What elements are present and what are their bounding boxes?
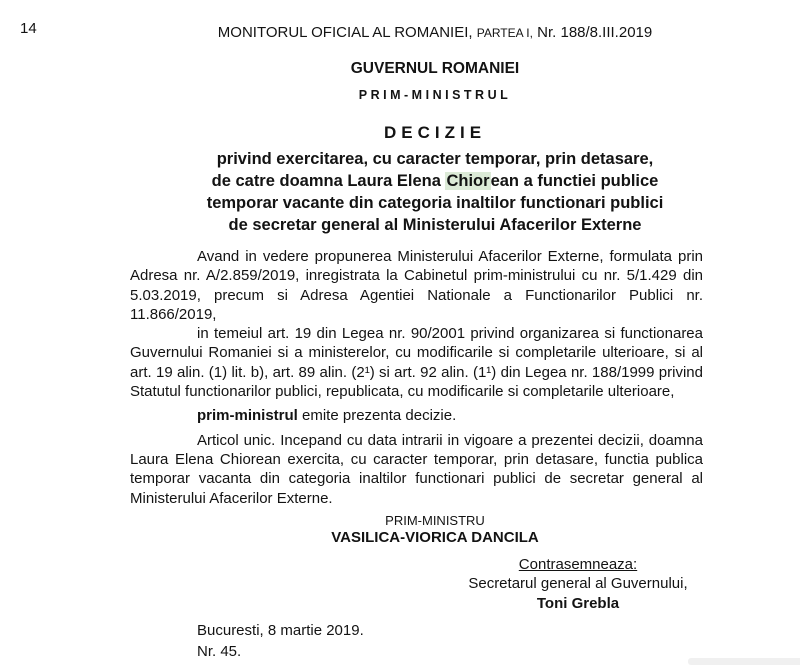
preamble-paragraph-1: Avand in vedere propunerea Ministerului Afacerilor Externe, formulata prin Adresa nr. A/2.859/2019, inregistrata la Cabinetul prim-ministrului cu nr. 5/1.429 din 5.03.2019, precum si Adresa Agentiei Nationale a Functionarilor Publici nr. 11.866/2019, (130, 248, 703, 323)
enactment-line (130, 406, 703, 425)
decision-type-heading: DECIZIE (383, 123, 487, 142)
search-highlight: Chior (446, 172, 490, 190)
decision-title-line-1: privind exercitarea, cu caracter temporar, prin detasare, (216, 150, 654, 168)
countersign-name: Toni Grebla (536, 594, 620, 612)
countersign-role: Secretarul general al Guvernului, (468, 575, 688, 593)
gazette-header (130, 0, 740, 41)
title-line2-post: ean a functiei publice (490, 172, 659, 190)
journal-name: MONITORUL OFICIAL AL ROMANIEI, (217, 24, 473, 41)
signature-name: VASILICA-VIORICA DANCILA (331, 528, 539, 546)
gazette-issue-number: Nr. 188/8.III.2019 (537, 24, 653, 41)
decision-title-line-2 (130, 170, 740, 192)
gazette-part-label: PARTEA I, (476, 26, 533, 40)
article-paragraph (130, 431, 703, 508)
enactment-issuer: prim-ministrul (197, 407, 298, 425)
prime-minister-office-label: PRIM-MINISTRUL (358, 88, 512, 102)
decision-title-line-3: temporar vacante din categoria inaltilor functionari publici (206, 194, 664, 212)
enactment-text: emite prezenta decizie. (302, 407, 457, 425)
countersign-label: Contrasemneaza: (518, 555, 638, 573)
countersign-block (428, 555, 728, 614)
footer-place-date: Bucuresti, 8 martie 2019. (197, 622, 364, 640)
footer-block (197, 621, 800, 662)
article-label: Articol unic. (197, 431, 276, 449)
horizontal-scrollbar-thumb[interactable] (688, 658, 800, 665)
signature-title: PRIM-MINISTRU (385, 512, 485, 528)
page-number: 14 (20, 20, 37, 37)
decision-title-line-4: de secretar general al Ministerului Afacerilor Externe (228, 216, 642, 234)
title-line2-pre: de catre doamna Laura Elena (211, 172, 446, 190)
footer-decision-number: Nr. 45. (197, 642, 242, 660)
government-label: GUVERNUL ROMANIEI (350, 60, 520, 77)
signature-block (130, 513, 740, 547)
decision-title (130, 148, 740, 236)
preamble-paragraph-2: in temeiul art. 19 din Legea nr. 90/2001 privind organizarea si functionarea Guvernului Romaniei si a ministerelor, cu modificarile si completarile ulterioare, si al art. 19 alin. (1) lit. b), art. 89 alin. (2¹) si art. 92 alin. (1¹) din Legea nr. 188/1999 privind Statutul functionarilor publici, republicata, cu modificarile si completarile ulterioare, (130, 325, 703, 401)
article-text: Incepand cu data intrarii in vigoare a prezentei decizii, doamna Laura Elena Chiorean exercita, cu caracter temporar, prin detasare, functia publica temporar vacanta din categoria inaltilor functionari publici de secretar general al Ministerului Afacerilor Externe. (130, 431, 703, 507)
